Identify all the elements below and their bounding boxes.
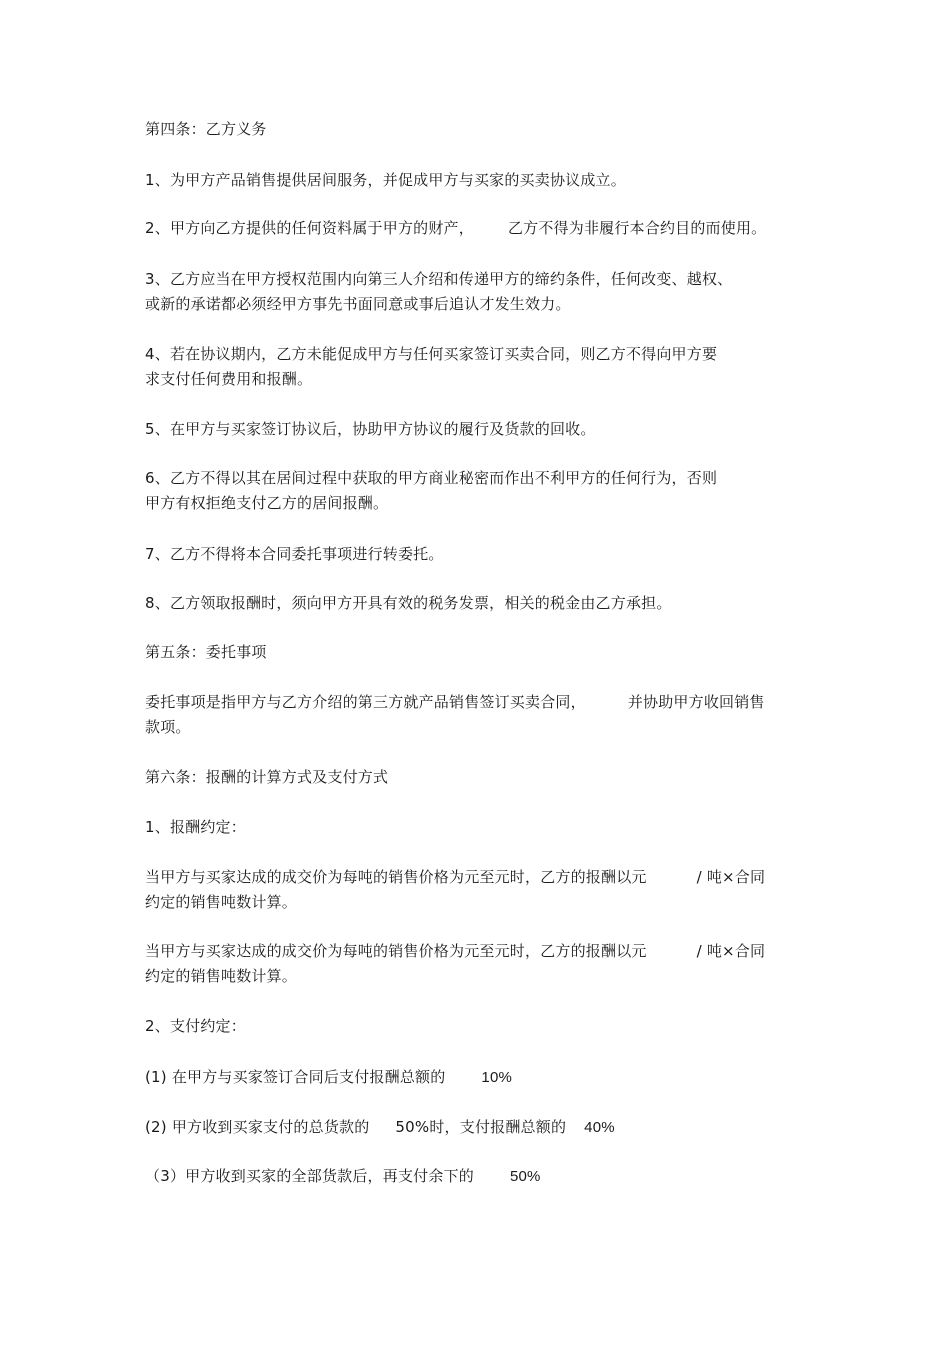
article4-item4-line2: 求支付任何费用和报酬。 xyxy=(145,370,313,388)
article6-rule2-part1: 当甲方与买家达成的成交价为每吨的销售价格为元至元时，乙方的报酬以元 xyxy=(145,942,647,960)
article6-title: 第六条：报酬的计算方式及支付方式 xyxy=(145,768,389,786)
article4-item2 xyxy=(145,217,766,239)
article6-pay3-percent: 50% xyxy=(509,1168,541,1185)
article4-item3-line2: 或新的承诺都必须经甲方事先书面同意或事后追认才发生效力。 xyxy=(145,295,571,313)
article6-rule1-part2: / 吨×合同 xyxy=(696,868,766,886)
article4-item8: 8、乙方领取报酬时，须向甲方开具有效的税务发票，相关的税金由乙方承担。 xyxy=(145,594,672,612)
article6-sub2: 2、支付约定： xyxy=(145,1017,246,1035)
article5-body-part1: 委托事项是指甲方与乙方介绍的第三方就产品销售签订买卖合同， xyxy=(145,693,586,711)
article6-pay1 xyxy=(145,1066,512,1089)
article6-rule2-part2: / 吨×合同 xyxy=(696,942,766,960)
article6-sub1: 1、报酬约定： xyxy=(145,818,246,836)
article6-rule1-part1: 当甲方与买家达成的成交价为每吨的销售价格为元至元时，乙方的报酬以元 xyxy=(145,868,647,886)
article4-item6-line2: 甲方有权拒绝支付乙方的居间报酬。 xyxy=(145,494,389,512)
article4-item2-part1: 2、甲方向乙方提供的任何资料属于甲方的财产， xyxy=(145,219,474,237)
article6-pay3-text: （3）甲方收到买家的全部货款后，再支付余下的 xyxy=(145,1167,474,1185)
article5-body-line2: 款项。 xyxy=(145,718,191,736)
article4-item7: 7、乙方不得将本合同委托事项进行转委托。 xyxy=(145,545,444,563)
article6-rule2-line2: 约定的销售吨数计算。 xyxy=(145,967,298,985)
article4-title: 第四条：乙方义务 xyxy=(145,120,267,138)
article6-pay3 xyxy=(145,1165,541,1188)
article6-pay2 xyxy=(145,1116,615,1139)
article6-pay2-text: (2) 甲方收到买家支付的总货款的 xyxy=(145,1118,370,1136)
article6-rule1-line1 xyxy=(145,866,765,888)
article6-pay2-percent: 40% xyxy=(584,1119,615,1136)
article4-item5: 5、在甲方与买家签订协议后，协助甲方协议的履行及货款的回收。 xyxy=(145,420,596,438)
article5-body-line1 xyxy=(145,691,765,713)
article5-body-part2: 并协助甲方收回销售 xyxy=(627,693,765,711)
article6-pay1-text: (1) 在甲方与买家签订合同后支付报酬总额的 xyxy=(145,1068,446,1086)
article4-item3-line1: 3、乙方应当在甲方授权范围内向第三人介绍和传递甲方的缔约条件，任何改变、越权、 xyxy=(145,270,733,288)
article6-pay2-mid: 50%时，支付报酬总额的 xyxy=(395,1118,567,1136)
article4-item1: 1、为甲方产品销售提供居间服务，并促成甲方与买家的买卖协议成立。 xyxy=(145,171,626,189)
article6-rule2-line1 xyxy=(145,940,765,962)
article4-item2-part2: 乙方不得为非履行本合约目的而使用。 xyxy=(507,219,767,237)
article6-pay1-percent: 10% xyxy=(481,1069,513,1086)
article4-item6-line1: 6、乙方不得以其在居间过程中获取的甲方商业秘密而作出不利甲方的任何行为，否则 xyxy=(145,469,718,487)
article5-title: 第五条：委托事项 xyxy=(145,643,267,661)
article4-item4-line1: 4、若在协议期内，乙方未能促成甲方与任何买家签订买卖合同，则乙方不得向甲方要 xyxy=(145,345,718,363)
article6-rule1-line2: 约定的销售吨数计算。 xyxy=(145,893,298,911)
